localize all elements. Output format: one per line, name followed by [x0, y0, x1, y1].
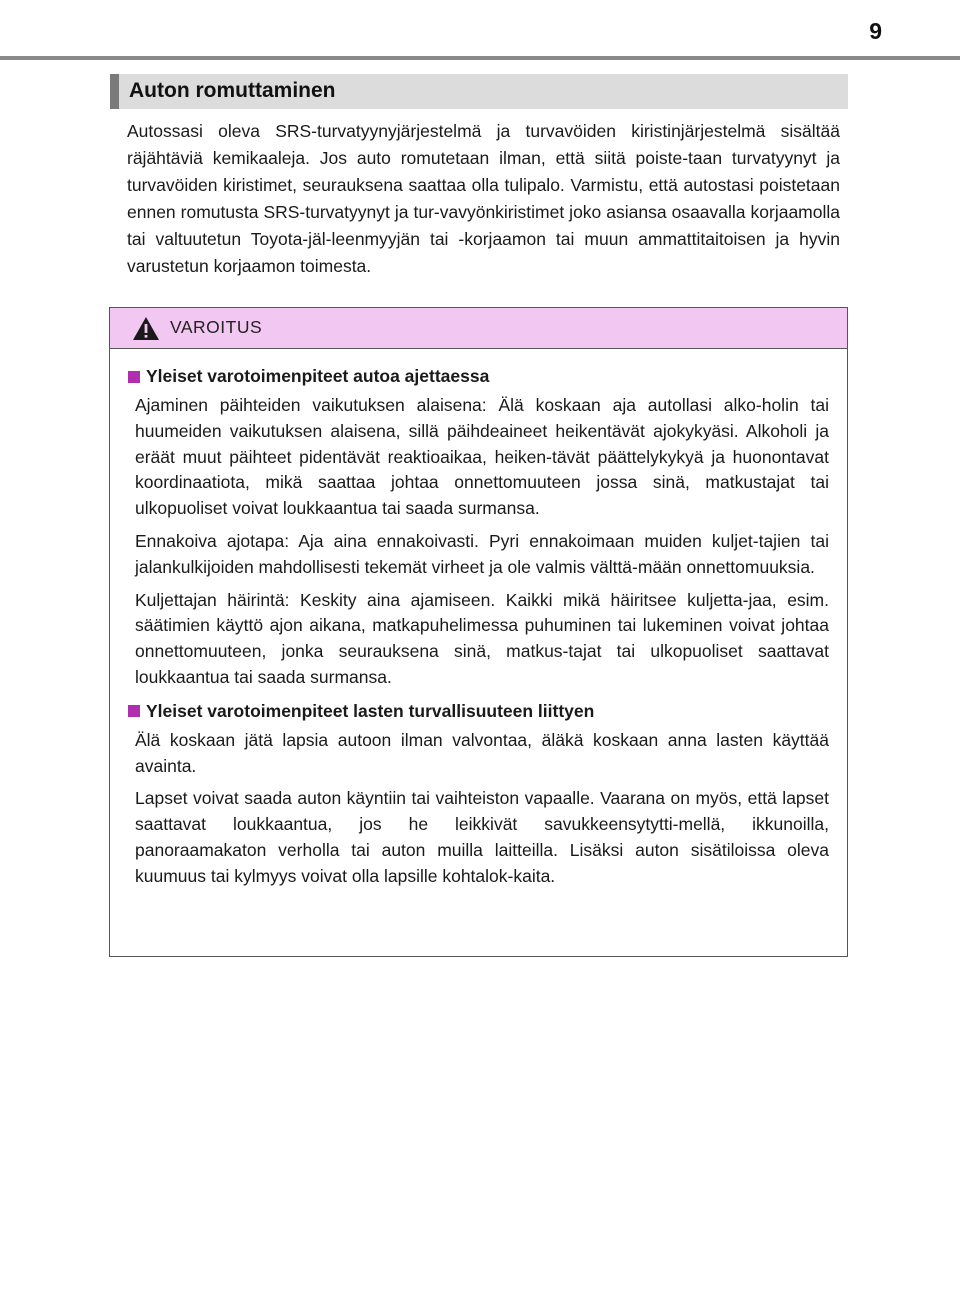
item-paragraph: Kuljettajan häirintä: Keskity aina ajamiseen. Kaikki mikä häiritsee kuljetta-jaa, esim. säätimien käyttö ajon aikana, matkapuhelimessa puhuminen tai lukeminen voivat johtaa onnettomuuteen, jonka seurauksena sinä, matkus-tajat tai ulkopuoliset saattavat loukkaantua tai saada surmansa. [135, 589, 829, 687]
item-paragraph: Lapset voivat saada auton käyntiin tai vaihteiston vapaalle. Vaarana on myös, että lapset saattavat loukkaantua, jos he leikkivät savukkeensytytti-mellä, ikkunoilla, panoraamakaton verholla tai auton muilla laitteilla. Lisäksi auton sisätiloissa oleva kuumuus tai kylmyys voivat olla lapsille kohtalok-kaita. [135, 788, 829, 886]
section-title: Auton romuttaminen [129, 79, 336, 102]
square-bullet-icon [128, 705, 140, 717]
warning-triangle-icon [132, 316, 160, 341]
top-rule [0, 56, 960, 60]
intro-paragraph: Autossasi oleva SRS-turvatyynyjärjestelmä ja turvavöiden kiristinjärjestelmä sisältää räjähtäviä kemikaaleja. Jos auto romutetaan ilman, että siitä poiste-taan turvatyynyt ja turvavöiden kiristimet, seurauksena saattaa olla tulipalo. Varmistu, että autostasi poistetaan ennen romutusta SRS-turvatyynyt ja tur-vavyönkiristimet joko asiansa osaavalla korjaamolla tai valtuutetun Toyota-jäl-leenmyyjän tai -korjaamon tai muun ammattitaitoisen ja hyvin varustetun korjaamon toimesta. [127, 121, 840, 276]
section-header [110, 74, 848, 109]
item-paragraph: Ennakoiva ajotapa: Aja aina ennakoivasti. Pyri ennakoimaan muiden kuljet-tajien tai jalankulkijoiden mahdollisesti tekemät virheet ja ole valmis välttä-mään onnettomuuksia. [135, 530, 829, 577]
item-heading [128, 363, 829, 390]
item-heading-text: Yleiset varotoimenpiteet lasten turvallisuuteen liittyen [146, 700, 595, 721]
warning-item [128, 363, 829, 691]
page-number: 9 [869, 18, 882, 44]
warning-box [109, 307, 848, 957]
item-heading [128, 698, 829, 725]
warning-body [110, 349, 847, 890]
square-bullet-icon [128, 371, 140, 383]
item-paragraph: Älä koskaan jätä lapsia autoon ilman valvontaa, äläkä koskaan anna lasten käyttää avainta. [135, 729, 829, 776]
item-paragraph: Ajaminen päihteiden vaikutuksen alaisena: Älä koskaan aja autollasi alko-holin tai huumeiden vaikutuksen alaisena, sillä päihdeaineet heikentävät ajokykyäsi. Alkoholi ja eräät muut päihteet pidentävät reaktioaikaa, heiken-tävät päättelykykyä ja huonontavat koordinaatiota, mikä saattaa johtaa onnettomuuteen jossa sinä, matkustajat tai ulkopuoliset voivat loukkaantua tai saada surmansa. [135, 395, 829, 519]
warning-title: VAROITUS [170, 317, 263, 337]
warning-header [110, 308, 847, 349]
item-heading-text: Yleiset varotoimenpiteet autoa ajettaessa [146, 366, 490, 386]
warning-item [128, 698, 829, 890]
